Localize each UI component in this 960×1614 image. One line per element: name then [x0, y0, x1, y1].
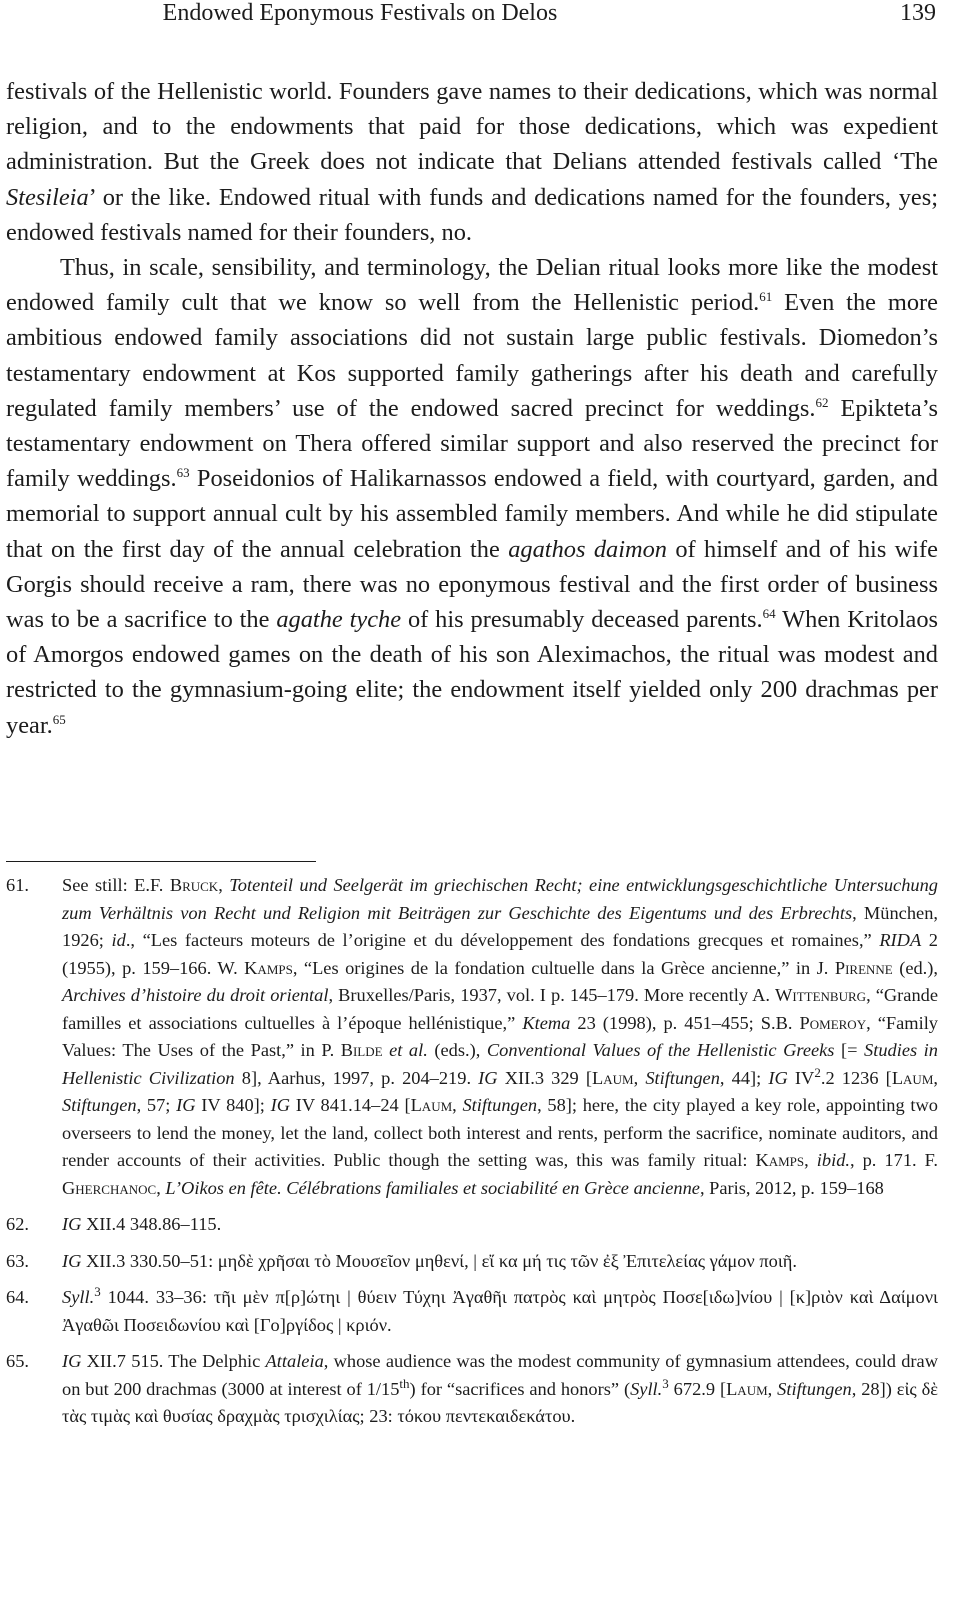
- text-run: , München, 1926;: [62, 902, 938, 950]
- author-name: Laum: [891, 1067, 934, 1088]
- text-run: IV 841.14–24 [: [290, 1095, 411, 1115]
- italic-term: Stiftungen: [645, 1067, 720, 1088]
- text-run: ,: [933, 1067, 938, 1088]
- text-run: , 58]; here, the city played a key role, appointing two overseers to lend the money, let the land, collect both interest and rents, perform the sacrifice, nominate auditors, and render accounts of their activities. Public though the setting was, this was family ritual:: [62, 1095, 939, 1170]
- author-name: Bruck: [169, 875, 219, 895]
- author-name: Kamps: [755, 1150, 805, 1170]
- italic-term: Stiftungen: [62, 1095, 137, 1115]
- text-run: Even the more ambitious endowed family associations did not sustain large public festivals. Diomedon’s testamentary endowment at Kos supported family gatherings after his death and carefully regulated family members’ use of the endowed sacred precinct for weddings.: [6, 289, 938, 422]
- text-run: 672.9 [: [668, 1378, 727, 1399]
- italic-term: IG: [62, 1214, 82, 1234]
- italic-term: IG: [270, 1095, 291, 1115]
- italic-term: IG: [62, 1351, 82, 1371]
- text-run: of his presumably deceased parents.: [401, 606, 763, 634]
- author-name: Bilde: [340, 1040, 383, 1060]
- text-run: ,: [767, 1378, 778, 1399]
- text-run: , Paris, 2012, p. 159–168: [699, 1177, 884, 1198]
- author-name: Wittenburg: [775, 985, 867, 1005]
- text-run: XII.7 515. The Delphic: [81, 1351, 266, 1371]
- text-run: , Bruxelles/Paris, 1937, vol. I p. 145–179. More recently A.: [328, 985, 776, 1005]
- text-run: Poseidonios of Halikarnassos endowed a field, with courtyard, garden, and memorial to support annual cult by his assembled family members. And while he did stipulate that on the first day of the annual celebration the: [6, 465, 939, 563]
- superscript: 2: [814, 1064, 821, 1080]
- text-run: festivals of the Hellenistic world. Founders gave names to their dedications, which was normal religion, and to the endowments that paid for those dedications, which was expedient administration. But the Greek does not indicate that Delians attended festivals called ‘The: [6, 78, 938, 176]
- author-name: Laum: [410, 1095, 453, 1115]
- text-run: ,: [633, 1067, 646, 1088]
- italic-term: Stiftungen: [462, 1095, 538, 1115]
- author-name: Pirenne: [834, 957, 893, 978]
- paragraph-1: [6, 74, 938, 250]
- footnote-number: 61.: [6, 875, 29, 895]
- text-run: , p. 171. F.: [850, 1150, 938, 1170]
- footnote-number: 65.: [6, 1351, 29, 1371]
- text-run: When Kritolaos of Amorgos endowed games on the death of his son Aleximachos, the ritual was modest and restricted to the gymnasium-going elite; the endowment itself yielded only 200 drachmas per year.: [6, 606, 939, 739]
- text-run: IV 840];: [195, 1095, 271, 1115]
- italic-term: Attaleia: [265, 1351, 324, 1371]
- italic-term: IG: [768, 1067, 788, 1088]
- text-run: , whose audience was the modest community of gymnasium attendees, could draw on but 200 drachmas (3000 at interest of 1/15: [62, 1351, 938, 1399]
- footnote-number: 63.: [6, 1250, 29, 1271]
- superscript: 3: [94, 1283, 101, 1299]
- italic-term: IG: [478, 1067, 498, 1088]
- italic-term: agathos daimon: [508, 535, 667, 563]
- footnote-ref-62[interactable]: 62: [815, 394, 829, 410]
- text-run: ) for “sacrifices and honors” (: [409, 1378, 631, 1399]
- running-title: Endowed Eponymous Festivals on Delos: [162, 0, 558, 26]
- italic-term: Stesileia: [6, 183, 89, 211]
- text-run: .2 1236 [: [820, 1067, 892, 1088]
- superscript: 3: [662, 1375, 669, 1391]
- footnote-61: [6, 872, 938, 1202]
- text-run: XII.4 348.86–115.: [81, 1214, 222, 1234]
- text-run: , “Les origines de la fondation cultuelle dans la Grèce ancienne,” in J.: [292, 957, 835, 978]
- text-run: , “Grande familles et associations cultuelles à l’époque hellénistique,”: [62, 985, 939, 1033]
- footnote-ref-61[interactable]: 61: [759, 289, 773, 305]
- text-run: 1044. 33–36: τῆι μὲν π[ρ]ώτηι | θύειν Τύχηι Ἀγαθῆι πατρὸς καὶ μητρὸς Ποσε[ιδω]νίου | [κ]ριὸν καὶ Δαίμονι Ἀγαθῶι Ποσειδωνίου καὶ [Γο]ργίδος | κριόν.: [62, 1287, 938, 1335]
- text-run: 8], Aarhus, 1997, p. 204–219.: [234, 1067, 479, 1088]
- text-run: of himself and of his wife Gorgis should receive a ram, there was no eponymous festival and the first order of business was to be a sacrifice to the: [6, 535, 939, 634]
- italic-term: id: [111, 930, 126, 950]
- paragraph-2: [6, 250, 938, 743]
- text-run: (eds.),: [427, 1040, 487, 1060]
- journal-title: RIDA: [879, 930, 922, 950]
- text-run: See still: E.F.: [62, 875, 170, 895]
- footnote-ref-65[interactable]: 65: [52, 711, 66, 727]
- text-run: ,: [804, 1150, 817, 1170]
- text-run: , 44];: [719, 1067, 769, 1088]
- footnote-number: 64.: [6, 1287, 29, 1307]
- author-name: Pomeroy: [799, 1012, 867, 1033]
- italic-term: Syll.: [630, 1378, 663, 1399]
- text-run: ., “Les facteurs moteurs de l’origine et du développement des fondations grecques et romaines,”: [125, 930, 880, 950]
- text-run: 23 (1998), p. 451–455; S.B.: [570, 1012, 800, 1033]
- footnote-separator: [6, 861, 316, 862]
- footnote-62: [6, 1211, 938, 1239]
- text-run: ,: [452, 1095, 463, 1115]
- author-name: Kamps: [244, 957, 293, 978]
- text-run: XII.3 329 [: [497, 1067, 593, 1088]
- author-name: Gherchanoc: [62, 1177, 157, 1198]
- book-title: L’Oikos en fête. Célébrations familiales et sociabilité en Grèce ancienne: [165, 1177, 700, 1198]
- book-title: Archives d’histoire du droit oriental: [62, 985, 329, 1005]
- footnote-ref-64[interactable]: 64: [762, 605, 776, 621]
- footnote-63: [6, 1248, 938, 1276]
- text-run: , 57;: [136, 1095, 177, 1115]
- text-run: (ed.),: [892, 957, 938, 978]
- running-head: [0, 0, 960, 26]
- text-run: XII.3 330.50–51: μηδὲ χρῆσαι τὸ Μουσεῖον μηθενί, | εἴ κα μή τις τῶν ἐξ Ἐπιτελείας γάμον ποιῆ.: [81, 1250, 797, 1271]
- text-run: , 28]) εἰς δὲ τὰς τιμὰς καὶ θυσίας δραχμὰς τρισχιλίας; 23: τόκου πεντεκαιδεκάτου.: [62, 1378, 938, 1426]
- italic-term: Stiftungen: [777, 1378, 852, 1399]
- italic-term: et al.: [389, 1040, 428, 1060]
- journal-title: Ktema: [522, 1012, 571, 1033]
- book-title: Conventional Values of the Hellenistic Greeks: [486, 1040, 835, 1060]
- text-run: [=: [834, 1040, 865, 1060]
- text-run: 2 (1955), p. 159–166. W.: [62, 930, 938, 978]
- author-name: Laum: [726, 1378, 768, 1399]
- book-title: Totenteil und Seelgerät im griechischen Recht; eine entwicklungsgeschichtliche Untersuchung zum Verhältnis von Recht und Religion mit Beiträgen zur Geschichte des Eigentums und des Erbrechts: [62, 875, 939, 923]
- footnote-64: [6, 1284, 938, 1339]
- italic-term: IG: [176, 1095, 196, 1115]
- text-run: Thus, in scale, sensibility, and terminology, the Delian ritual looks more like the modest endowed family cult that we know so well from the Hellenistic period.: [6, 254, 938, 317]
- italic-term: ibid.: [816, 1150, 850, 1170]
- italic-term: Syll.: [62, 1287, 95, 1307]
- footnote-65: [6, 1348, 938, 1431]
- italic-term: agathe tyche: [276, 606, 402, 634]
- footnote-number: 62.: [6, 1214, 29, 1234]
- italic-term: IG: [62, 1250, 82, 1271]
- text-run: ’ or the like. Endowed ritual with funds and dedications named for the founders, yes; endowed festivals named for their founders, no.: [6, 183, 938, 246]
- text-run: ,: [156, 1177, 166, 1198]
- text-run: , “Family Values: The Uses of the Past,” in P.: [62, 1012, 938, 1060]
- text-run: IV: [787, 1067, 815, 1088]
- superscript: th: [399, 1375, 410, 1391]
- text-run: Epikteta’s testamentary endowment on Thera offered similar support and also reserved the precinct for family weddings.: [6, 394, 938, 493]
- series-title: Studies in Hellenistic Civilization: [62, 1040, 938, 1088]
- text-run: ,: [218, 875, 230, 895]
- main-text: [6, 74, 938, 743]
- author-name: Laum: [592, 1067, 634, 1088]
- footnote-ref-63[interactable]: 63: [176, 465, 190, 481]
- page-number: 139: [900, 0, 936, 26]
- footnotes: [6, 872, 938, 1440]
